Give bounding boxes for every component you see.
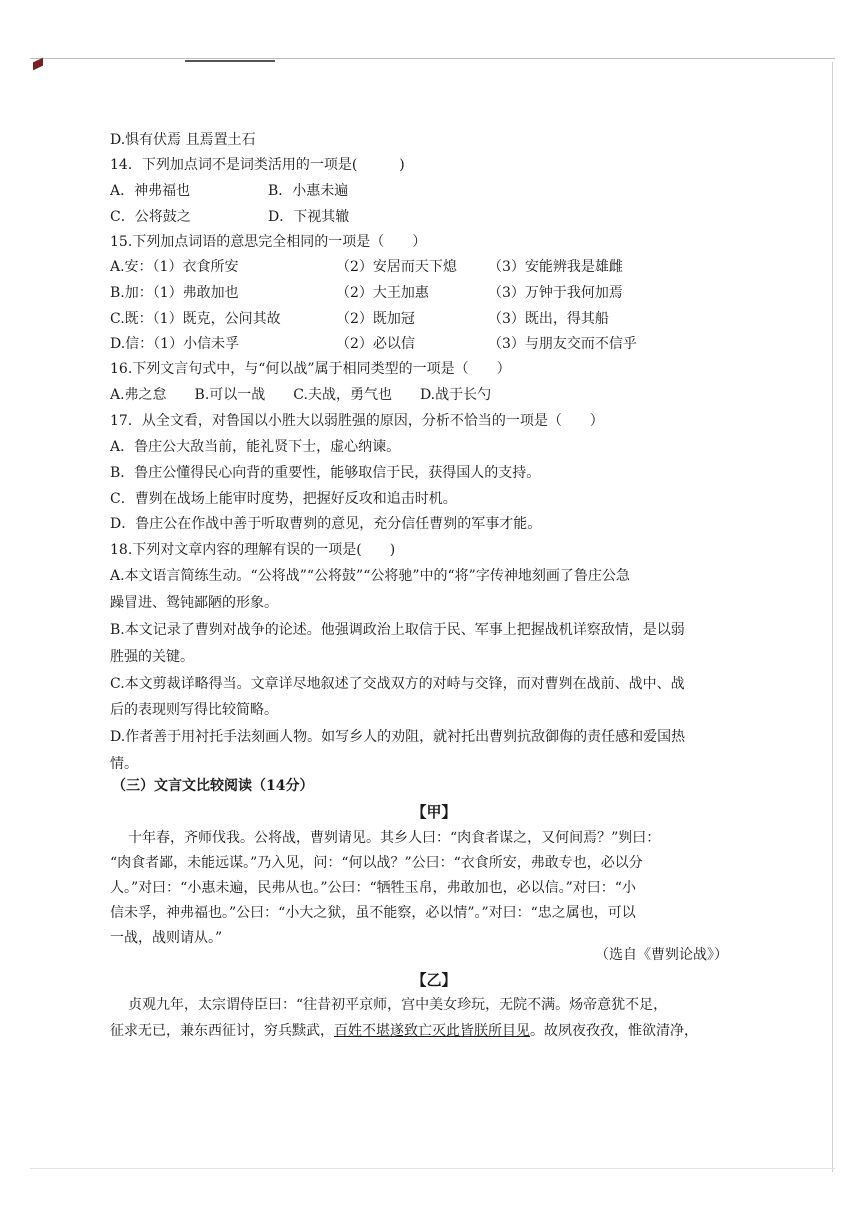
q17-option-c: C．曹刿在战场上能审时度势，把握好反攻和追击时机。 xyxy=(110,491,457,507)
q18-stem: 18.下列对文章内容的理解有误的一项是( ) xyxy=(110,542,396,558)
q15-d2: （2）必以信 xyxy=(336,336,415,352)
scan-edge-right xyxy=(832,62,833,1172)
section-3-heading: （三）文言文比较阅读（14分） xyxy=(112,778,314,794)
passage-jia-line3: 人。”对曰：“小惠未遍，民弗从也。”公曰：“牺牲玉帛，弗敢加也，必以信。”对曰：“小 xyxy=(110,880,636,896)
q14-option-a: A．神弗福也 xyxy=(110,183,191,199)
q15-a3: （3）安能辨我是雄雌 xyxy=(488,259,623,275)
q17-option-b: B．鲁庄公懂得民心向背的重要性，能够取信于民，获得国人的支持。 xyxy=(110,465,541,481)
passage-jia-line2: “肉食者鄙，未能远谋。”乃入见，问：“何以战？”公曰：“衣食所安，弗敢专也，必以分 xyxy=(110,855,643,871)
passage-jia-source: （选自《曹刿论战》） xyxy=(595,947,728,963)
passage-yi-title: 【乙】 xyxy=(411,971,457,989)
passage-yi-line2-end: 。故夙夜孜孜，惟欲清净， xyxy=(530,1023,698,1039)
passage-yi-line2-start: 征求无已，兼东西征讨，穷兵黩武， xyxy=(110,1023,334,1039)
passage-jia-title: 【甲】 xyxy=(411,803,457,821)
passage-yi-underlined-sentence: 百姓不堪遂致亡灭此皆朕所目见 xyxy=(334,1023,530,1039)
passage-yi-line1: 贞观九年，太宗谓侍臣曰：“往昔初平京师，宫中美女珍玩，无院不满。炀帝意犹不足， xyxy=(128,997,668,1013)
passage-jia-line5: 一战，战则请从。” xyxy=(110,930,223,946)
q14-stem: 14．下列加点词不是词类活用的一项是( ) xyxy=(110,157,405,173)
q18-option-d-line1: D.作者善于用衬托手法刻画人物。如写乡人的劝阻，就衬托出曹刿抗敌御侮的责任感和爱国热 xyxy=(110,729,686,745)
q15-c2: （2）既加冠 xyxy=(336,311,415,327)
q17-option-a: A．鲁庄公大敌当前，能礼贤下士，虚心纳谏。 xyxy=(110,439,401,455)
passage-jia-line1: 十年春，齐师伐我。公将战，曹刿请见。其乡人曰：“肉食者谋之，又何间焉？”刿曰： xyxy=(128,830,661,846)
q15-b1: B.加：（1）弗敢加也 xyxy=(110,285,239,301)
q16-stem: 16.下列文言句式中，与“何以战”属于相同类型的一项是（ ） xyxy=(110,361,511,377)
q17-option-d: D．鲁庄公在作战中善于听取曹刿的意见，充分信任曹刿的军事才能。 xyxy=(110,516,542,532)
q18-option-c-line2: 后的表现则写得比较简略。 xyxy=(110,702,278,718)
scan-mark-line xyxy=(185,60,275,62)
scan-edge-top xyxy=(30,58,835,59)
q18-option-a-line2: 躁冒进、鸳钝鄙陋的形象。 xyxy=(110,595,278,611)
q15-stem: 15.下列加点词语的意思完全相同的一项是（ ） xyxy=(110,234,427,250)
q18-option-c-line1: C.本文剪裁详略得当。文章详尽地叙述了交战双方的对峙与交锋，而对曹刿在战前、战中、战 xyxy=(110,676,685,692)
q13-option-d: D.惧有伏焉 且焉置土石 xyxy=(110,132,256,148)
q15-c3: （3）既出，得其船 xyxy=(488,311,609,327)
q16-options: A.弗之怠 B.可以一战 C.夫战，勇气也 D.战于长勺 xyxy=(110,387,492,403)
q15-c1: C.既：（1）既克，公问其故 xyxy=(110,311,281,327)
scan-corner-mark xyxy=(33,58,43,71)
q15-a1: A.安：（1）衣食所安 xyxy=(110,259,239,275)
q15-b3: （3）万钟于我何加焉 xyxy=(488,285,623,301)
q15-d1: D.信：（1）小信未孚 xyxy=(110,336,240,352)
passage-yi-line2 xyxy=(110,1021,698,1041)
q18-option-b-line2: 胜强的关键。 xyxy=(110,649,194,665)
q18-option-d-line2: 情。 xyxy=(110,756,138,772)
q15-b2: （2）大王加惠 xyxy=(336,285,429,301)
scan-edge-bottom xyxy=(30,1168,835,1169)
q15-a2: （2）安居而天下熄 xyxy=(336,259,457,275)
q15-d3: （3）与朋友交而不信乎 xyxy=(488,336,637,352)
q18-option-b-line1: B.本文记录了曹刿对战争的论述。他强调政治上取信于民、军事上把握战机详察敌情，是以弱 xyxy=(110,622,685,638)
q14-option-d: D．下视其辙 xyxy=(268,209,350,225)
passage-jia-line4: 信未孚，神弗福也。”公曰：“小大之狱，虽不能察，必以情”。”对曰：“忠之属也，可以 xyxy=(110,905,636,921)
q17-stem: 17．从全文看，对鲁国以小胜大以弱胜强的原因，分析不恰当的一项是（ ） xyxy=(110,413,604,429)
q14-option-c: C．公将鼓之 xyxy=(110,209,191,225)
q14-option-b: B．小惠未遍 xyxy=(268,183,349,199)
q18-option-a-line1: A.本文语言简练生动。“公将战”“公将鼓”“公将驰”中的“将”字传神地刻画了鲁庄公急 xyxy=(110,568,630,584)
